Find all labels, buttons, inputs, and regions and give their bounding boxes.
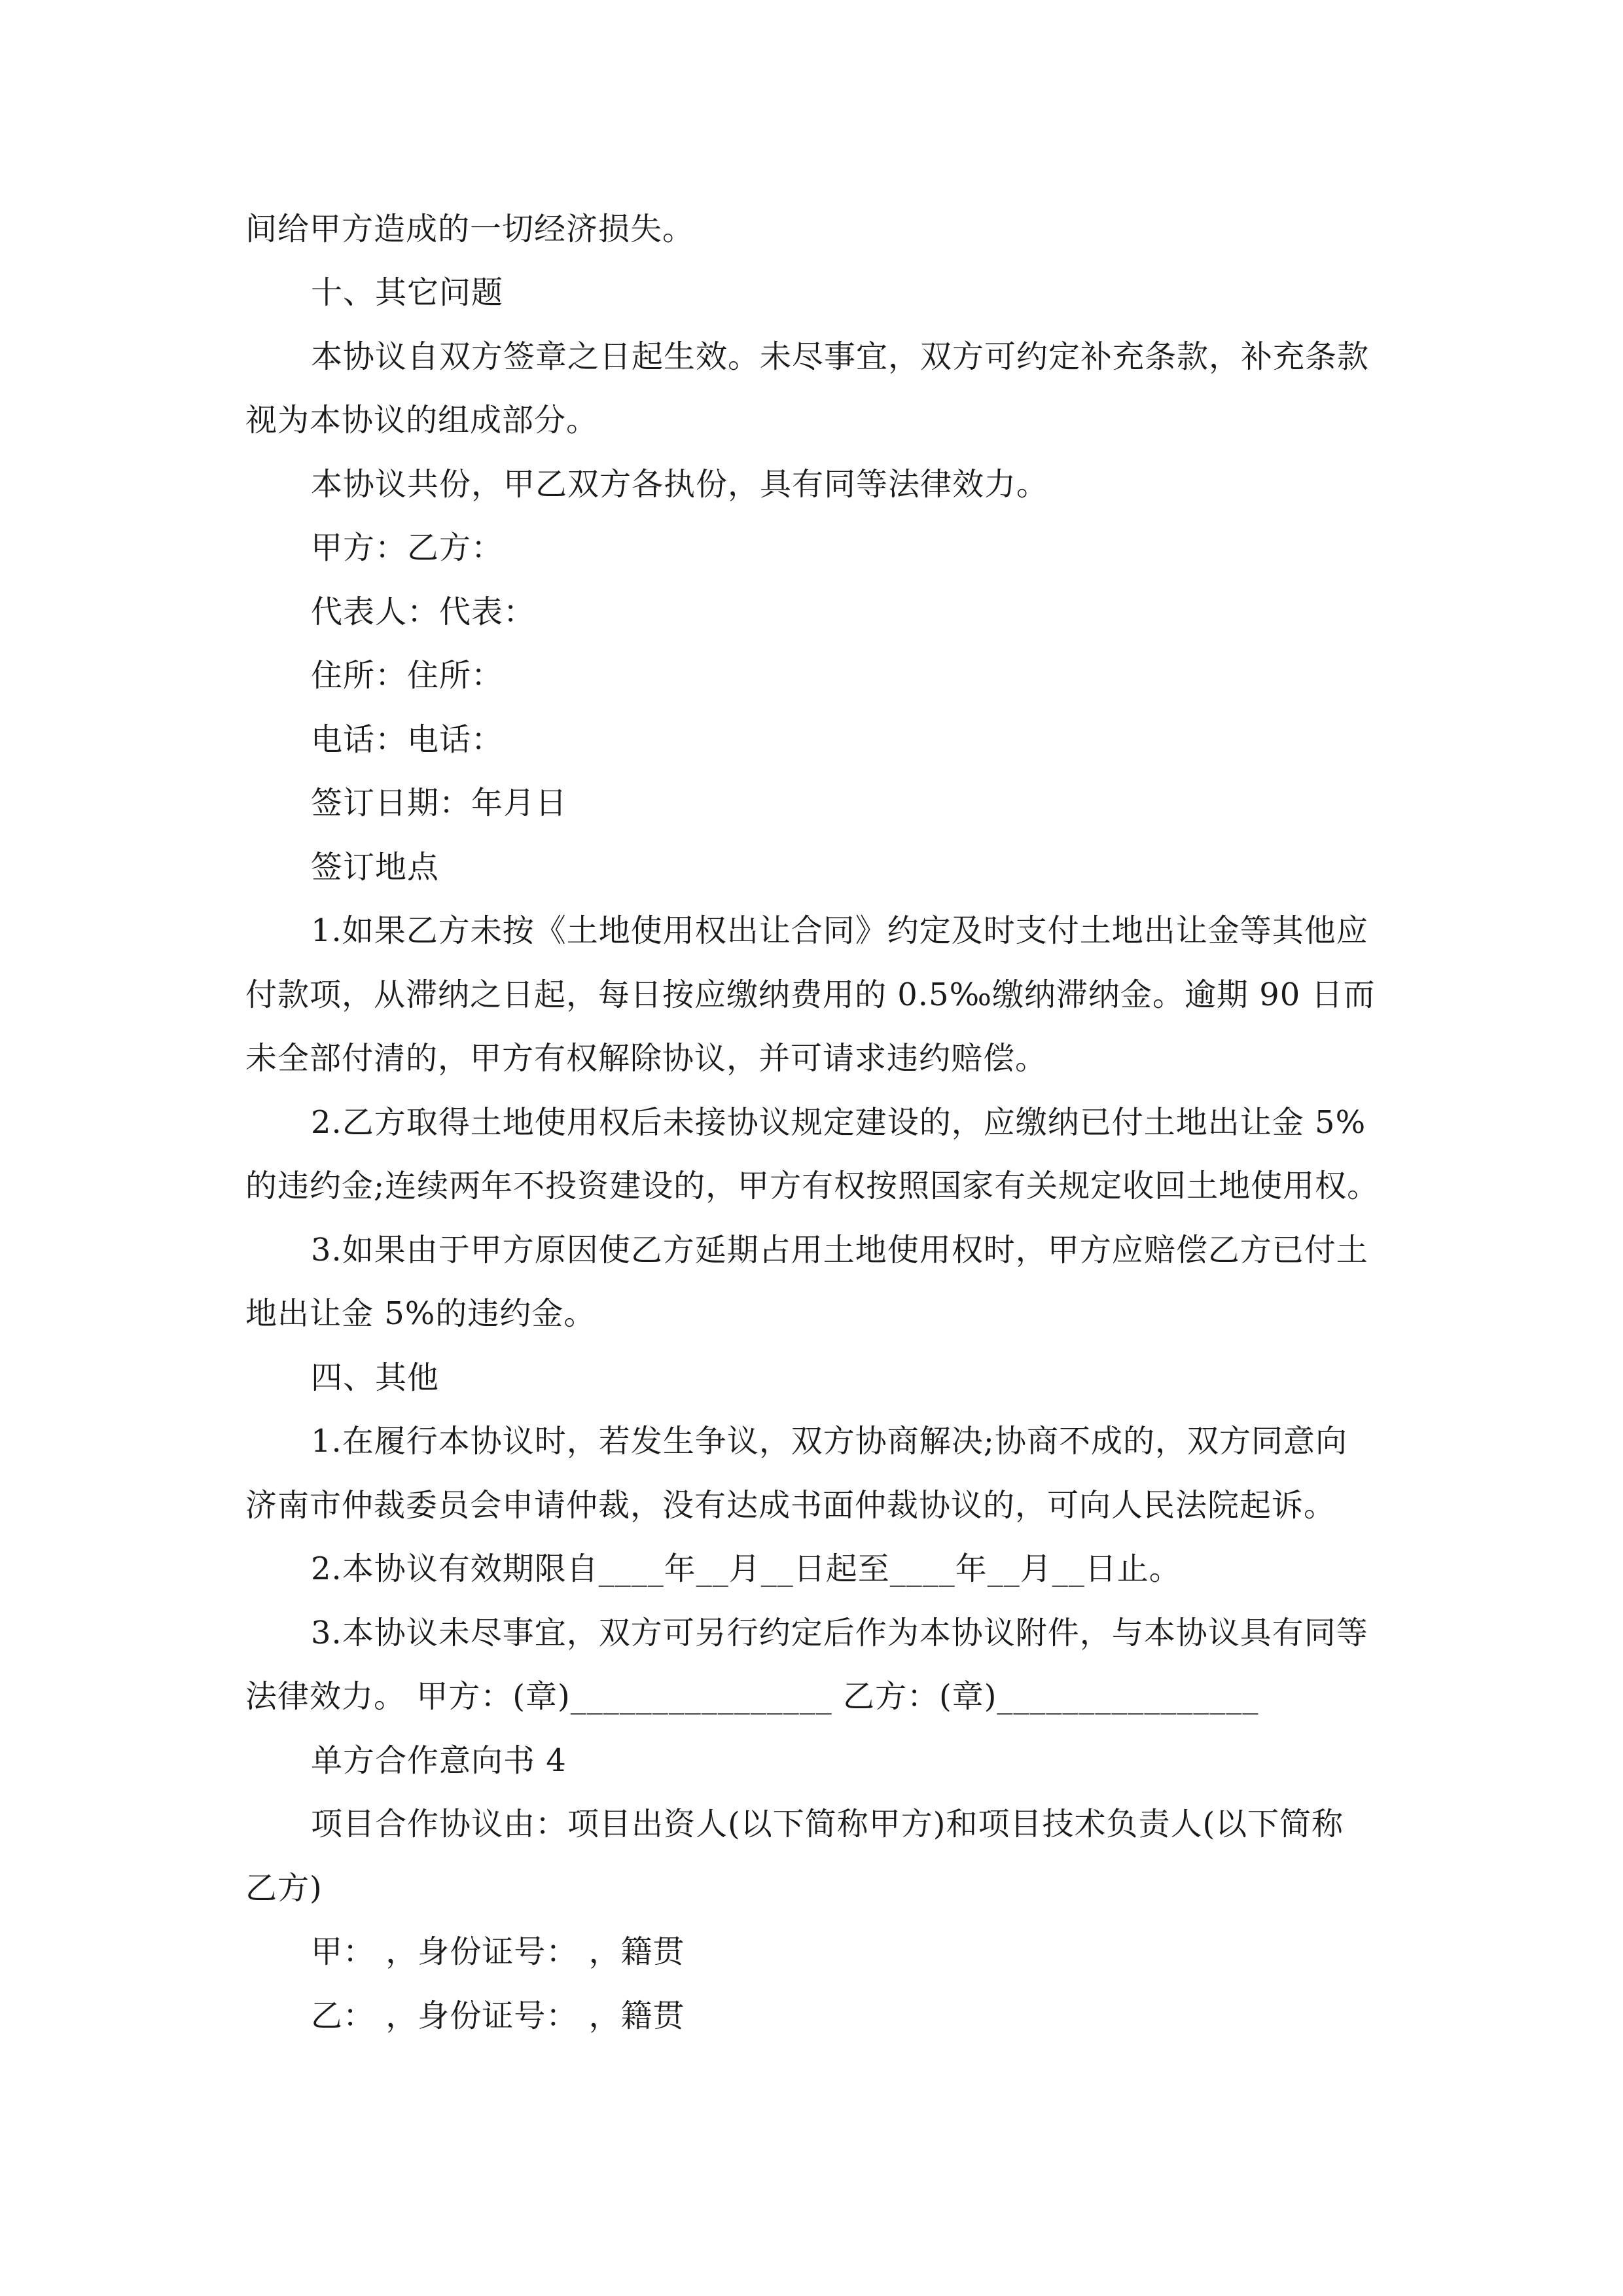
signature-line: 签订日期：年月日 [311, 785, 568, 821]
paragraph-line: 乙方) [245, 1870, 323, 1907]
paragraph-line: 本协议自双方签章之日起生效。未尽事宜，双方可约定补充条款，补充条款 [311, 338, 1370, 375]
signature-line: 法律效力。 甲方：(章)________________ 乙方：(章)________________ [245, 1678, 1259, 1715]
section-heading: 四、其他 [311, 1359, 440, 1396]
clause-line: 2.本协议有效期限自____年__月__日起至____年__月__日止。 [311, 1551, 1181, 1587]
clause-line: 济南市仲裁委员会申请仲裁，没有达成书面仲裁协议的，可向人民法院起诉。 [245, 1487, 1336, 1524]
signature-line: 甲方：乙方： [311, 529, 504, 566]
section-heading: 十、其它问题 [311, 274, 504, 311]
paragraph-line: 本协议共份，甲乙双方各执份，具有同等法律效力。 [311, 466, 1049, 503]
party-line: 乙： ，身份证号： ，籍贯 [311, 1998, 685, 2034]
signature-line: 代表人：代表： [311, 594, 536, 630]
paragraph-line: 视为本协议的组成部分。 [245, 402, 599, 439]
clause-line: 2.乙方取得土地使用权后未接协议规定建设的，应缴纳已付土地出让金 5% [311, 1104, 1366, 1141]
signature-line: 签订地点 [311, 849, 440, 886]
document-title: 单方合作意向书 4 [311, 1742, 567, 1779]
signature-line: 住所：住所： [311, 657, 504, 694]
clause-line: 1.如果乙方未按《土地使用权出让合同》约定及时支付土地出让金等其他应 [311, 912, 1368, 949]
signature-line: 电话：电话： [311, 721, 504, 758]
clause-line: 3.本协议未尽事宜，双方可另行约定后作为本协议附件，与本协议具有同等 [311, 1615, 1368, 1651]
paragraph-line: 项目合作协议由：项目出资人(以下简称甲方)和项目技术负责人(以下简称 [311, 1806, 1344, 1842]
clause-line: 付款项，从滞纳之日起，每日按应缴纳费用的 0.5‰缴纳滞纳金。逾期 90 日而 [245, 977, 1376, 1013]
clause-line: 的违约金;连续两年不投资建设的，甲方有权按照国家有关规定收回土地使用权。 [245, 1168, 1380, 1204]
clause-line: 地出让金 5%的违约金。 [245, 1295, 596, 1332]
paragraph-line: 间给甲方造成的一切经济损失。 [245, 211, 695, 247]
party-line: 甲： ，身份证号： ，籍贯 [311, 1933, 685, 1970]
clause-line: 1.在履行本协议时，若发生争议，双方协商解决;协商不成的，双方同意向 [311, 1423, 1347, 1460]
clause-line: 3.如果由于甲方原因使乙方延期占用土地使用权时，甲方应赔偿乙方已付土 [311, 1232, 1368, 1268]
clause-line: 未全部付清的，甲方有权解除协议，并可请求违约赔偿。 [245, 1040, 1048, 1077]
